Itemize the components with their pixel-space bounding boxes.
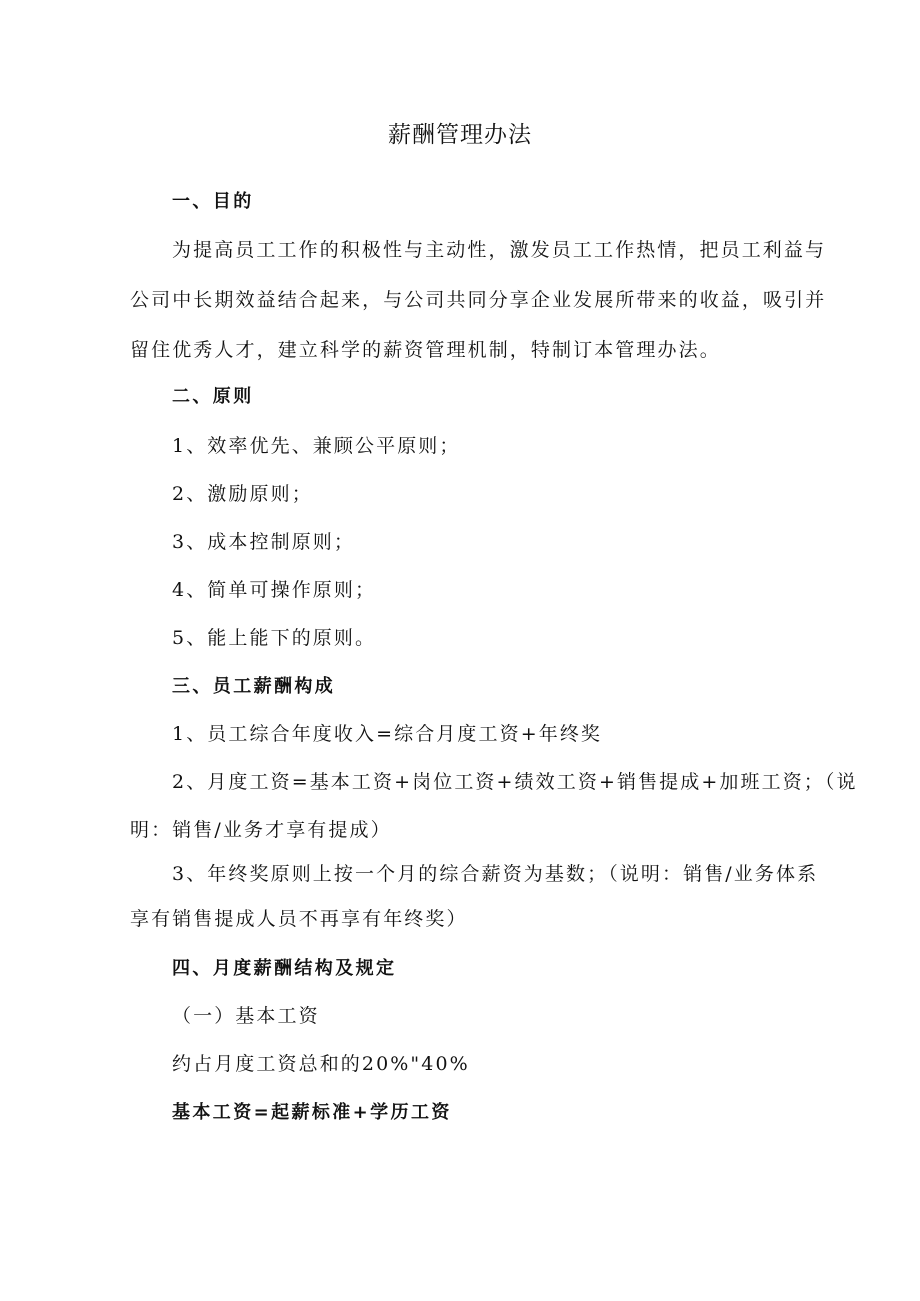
principle-item: 3、成本控制原则；: [172, 531, 355, 553]
principle-item: 1、效率优先、兼顾公平原则；: [172, 435, 461, 457]
section-heading-compensation-structure: 三、员工薪酬构成: [172, 676, 336, 697]
compensation-item-3-line-2: 享有销售提成人员不再享有年终奖）: [130, 908, 468, 930]
base-salary-ratio: 约占月度工资总和的20%"40%: [172, 1053, 470, 1075]
purpose-paragraph-line-1: 为提高员工工作的积极性与主动性，激发员工工作热情，把员工利益与: [172, 239, 827, 261]
section-heading-purpose: 一、目的: [172, 191, 254, 212]
document-title: 薪酬管理办法: [388, 122, 532, 148]
principle-item: 5、能上能下的原则。: [172, 627, 377, 649]
section-heading-monthly-salary: 四、月度薪酬结构及规定: [172, 958, 397, 979]
principle-item: 4、简单可操作原则；: [172, 579, 377, 601]
purpose-paragraph-line-3: 留住优秀人才，建立科学的薪资管理机制，特制订本管理办法。: [130, 339, 721, 361]
section-heading-principles: 二、原则: [172, 386, 254, 407]
compensation-item-2-line-2: 明：销售/业务才享有提成）: [130, 819, 392, 841]
principle-item: 2、激励原则；: [172, 483, 313, 505]
purpose-paragraph-line-2: 公司中长期效益结合起来，与公司共同分享企业发展所带来的收益，吸引并: [130, 289, 827, 311]
subsection-heading-base-salary: （一）基本工资: [172, 1005, 320, 1027]
compensation-item-1: 1、员工综合年度收入=综合月度工资+年终奖: [172, 723, 603, 745]
compensation-item-2-line-1: 2、月度工资=基本工资+岗位工资+绩效工资+销售提成+加班工资；（说: [172, 771, 858, 793]
compensation-item-3-line-1: 3、年终奖原则上按一个月的综合薪资为基数；（说明：销售/业务体系: [172, 863, 819, 885]
base-salary-formula: 基本工资=起薪标准+学历工资: [172, 1102, 452, 1123]
